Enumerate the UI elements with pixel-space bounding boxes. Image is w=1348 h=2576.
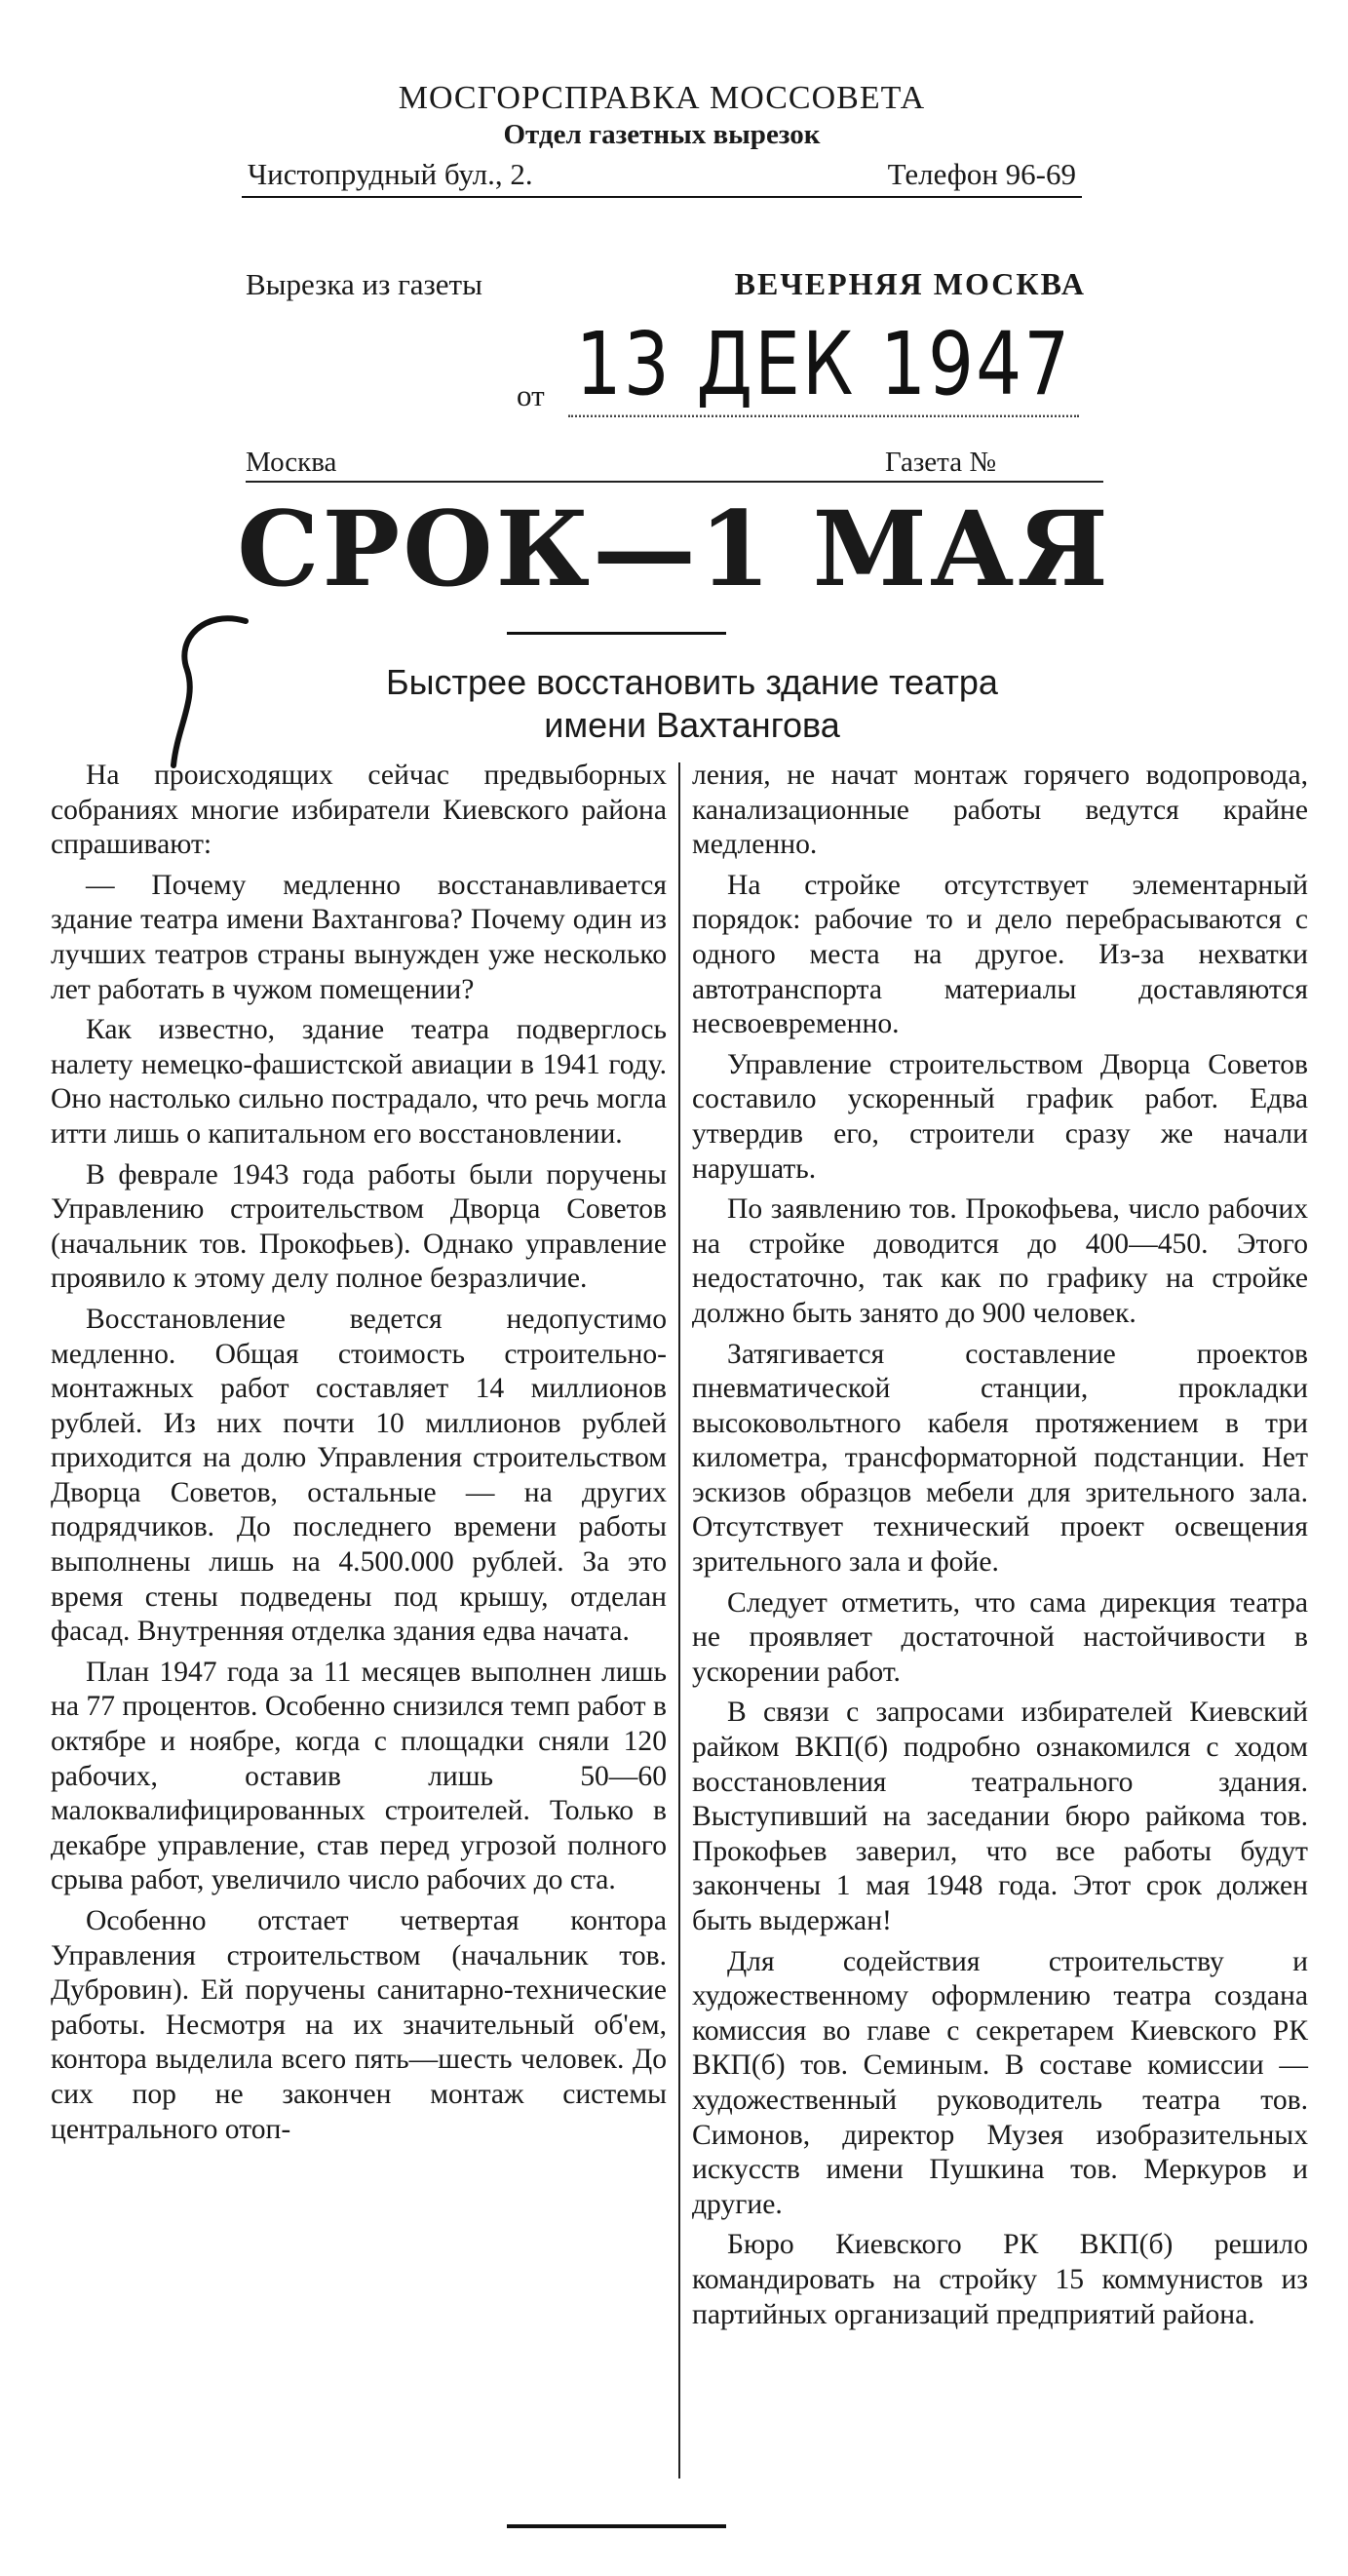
paragraph: Как известно, здание театра подверглось налету немецко-фашистской авиации в 1941 году. Оно настолько сильно пострадало, что речь могла итти лишь о капитальном его восстановлении. [51,1014,667,1150]
paragraph: — Почему медленно восстанавливается здание театра имени Вахтангова? Почему один из лучших театров страны вынужден уже несколько лет работать в чужом помещении? [51,869,667,1005]
clipping-source-row [246,266,1086,302]
paragraph: По заявлению тов. Прокофьева, число рабочих на стройке доводится до 400—450. Этого недостаточно, так как по графику на стройке должно быть занято до 900 человек. [692,1193,1308,1329]
paragraph: В феврале 1943 года работы были поручены Управлению строительством Дворца Советов (начальник тов. Прокофьев). Однако управление проявило к этому делу полное безразличие. [51,1158,667,1295]
paragraph: Следует отметить, что сама дирекция театра не проявляет достаточной настойчивости в ускорении работ. [692,1586,1308,1688]
bureau-department: Отдел газетных вырезок [503,119,821,150]
paragraph: На происходящих сейчас предвыборных собраниях многие избиратели Киевского района спрашивают: [51,760,667,861]
article-headline: СРОК—1 МАЯ [237,488,1111,609]
city-issue-row [246,447,1103,483]
article-subheadline [322,661,1062,747]
article-column-right [692,759,1308,2338]
column-divider [678,762,680,2478]
bureau-phone: Телефон 96-69 [887,157,1076,191]
date-stamp: 13 ДЕК 1947 [568,314,1080,417]
headline-rule [507,632,726,635]
city-label: Москва [246,447,337,478]
clipping-date-row [517,314,1082,417]
paragraph: Управление строительством Дворца Советов составило ускоренный график работ. Едва утвердив его, строители сразу же начали нарушать. [692,1048,1308,1185]
bureau-address: Чистопрудный бул., 2. [248,157,533,191]
paragraph: Затягивается составление проектов пневматической станции, прокладки высоковольтного кабеля протяжением в три километра, трансформаторной подстанции. Нет эскизов образцов мебели для зрительного зала. Отсутствует технический проект освещения зрительного зала и фойе. [692,1338,1308,1579]
article-body [51,759,1308,2514]
clipping-label: Вырезка из газеты [246,267,482,301]
bureau-header [242,80,1082,198]
paragraph: Бюро Киевского РК ВКП(б) решило командировать на стройку 15 коммунистов из партийных организаций предприятий района. [692,2229,1308,2330]
paragraph: План 1947 года за 11 месяцев выполнен лишь на 77 процентов. Особенно снизился темп работ в октябре и ноябре, когда с площадки сняли 120 рабочих, оставив лишь 50—60 малоквалифицированных строителей. Только в декабре управление, став перед угрозой полного срыва работ, увеличило число рабочих до ста. [51,1656,667,1896]
subheadline-line-1: Быстрее восстановить здание театра [386,662,998,702]
bureau-name: МОСГОРСПРАВКА МОССОВЕТА [398,80,926,116]
paragraph: Для содействия строительству и художественному оформлению театра создана комиссия во главе с секретарем Киевского РК ВКП(б) тов. Семиным. В составе комиссии — художественный руководитель театра тов. Симонов, директор Музея изобразительных искусств имени Пушкина тов. Меркуров и другие. [692,1945,1308,2220]
paragraph: ления, не начат монтаж горячего водопровода, канализационные работы ведутся крайне медленно. [692,760,1308,861]
paragraph: На стройке отсутствует элементарный порядок: рабочие то и дело перебрасываются с одного места на другое. Из-за нехватки автотранспорта материалы доставляются несвоевременно. [692,869,1308,1040]
article-end-rule [507,2524,726,2528]
paragraph: Особенно отстает четвертая контора Управления строительством (начальник тов. Дубровин). Ей поручены санитарно-технические работы. Несмотря на их значительный об'ем, контора выделила всего пять—шесть человек. До сих пор не закончен монтаж системы центрального отоп- [51,1905,667,2145]
paragraph: В связи с запросами избирателей Киевский райком ВКП(б) подробно ознакомился с ходом восстановления театрального здания. Выступивший на заседании бюро райкома тов. Прокофьев заверил, что все работы будут закончены 1 мая 1948 года. Этот срок должен быть выдержан! [692,1697,1308,1936]
date-prefix: от [517,378,545,412]
paragraph: Восстановление ведется недопустимо медленно. Общая стоимость строительно-монтажных работ составляет 14 миллионов рублей. Из них почти 10 миллионов рублей приходится на долю Управления строительством Дворца Советов, остальные — на других подрядчиков. До последнего времени работы выполнены лишь на 4.500.000 рублей. За это время стены подведены под крышу, отделан фасад. Внутренняя отделка здания едва начата. [51,1303,667,1648]
newspaper-name: ВЕЧЕРНЯЯ МОСКВА [734,266,1086,301]
article-column-left [51,759,667,2153]
pen-stroke-mark [166,609,253,775]
issue-label: Газета № [884,447,996,478]
subheadline-line-2: имени Вахтангова [544,705,840,745]
bureau-contact-row [242,151,1082,198]
